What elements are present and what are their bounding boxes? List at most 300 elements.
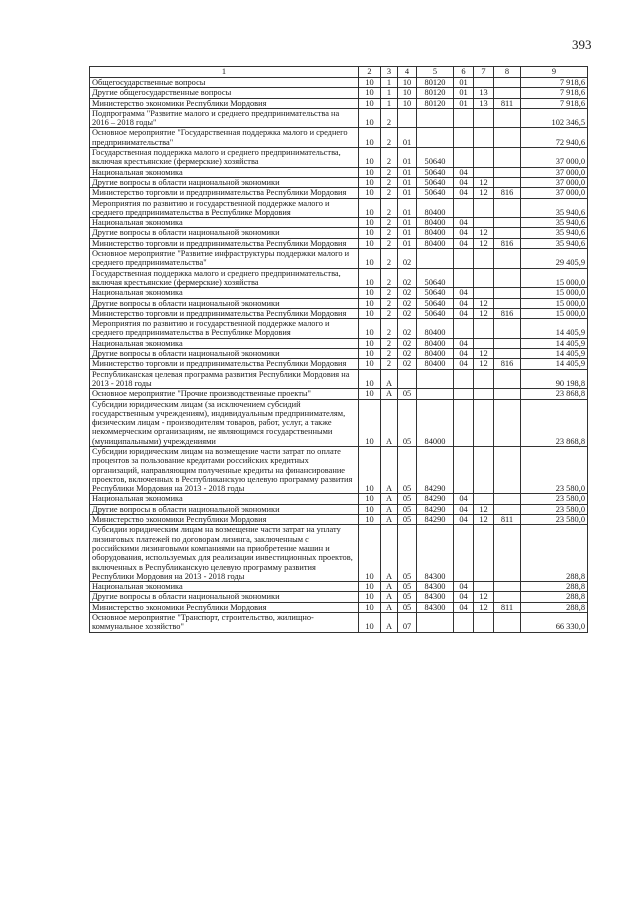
row-code-cell: 01	[398, 128, 417, 148]
table-row	[90, 288, 588, 298]
column-header: 6	[454, 67, 474, 78]
row-sum-cell: 7 918,6	[521, 88, 588, 98]
row-name-cell: Другие вопросы в области национальной экономики	[90, 228, 359, 238]
budget-table	[89, 66, 588, 633]
row-sum-cell: 7 918,6	[521, 98, 588, 108]
row-code-cell: 04	[454, 359, 474, 369]
row-code-cell: 2	[381, 218, 398, 228]
row-sum-cell: 72 940,6	[521, 128, 588, 148]
row-sum-cell: 15 000,0	[521, 298, 588, 308]
row-code-cell: 01	[398, 198, 417, 218]
row-sum-cell: 15 000,0	[521, 268, 588, 288]
row-code-cell	[474, 218, 494, 228]
row-code-cell: 02	[398, 349, 417, 359]
row-code-cell: 2	[381, 228, 398, 238]
row-sum-cell: 37 000,0	[521, 148, 588, 168]
row-code-cell	[417, 389, 454, 399]
row-code-cell: А	[381, 389, 398, 399]
table-row	[90, 359, 588, 369]
row-code-cell: А	[381, 592, 398, 602]
row-name-cell: Другие вопросы в области национальной экономики	[90, 504, 359, 514]
row-code-cell: 816	[494, 238, 521, 248]
table-row	[90, 198, 588, 218]
row-code-cell	[454, 399, 474, 446]
row-name-cell: Основное мероприятие "Транспорт, строительство, жилищно-коммунальное хозяйство"	[90, 613, 359, 633]
table-row	[90, 177, 588, 187]
row-code-cell	[474, 249, 494, 269]
row-code-cell: 10	[359, 613, 381, 633]
row-code-cell: 02	[398, 249, 417, 269]
row-code-cell	[474, 494, 494, 504]
row-code-cell: 10	[359, 238, 381, 248]
table-row	[90, 592, 588, 602]
column-header: 5	[417, 67, 454, 78]
row-code-cell: 13	[474, 88, 494, 98]
row-code-cell: А	[381, 613, 398, 633]
row-code-cell	[494, 525, 521, 582]
table-row	[90, 389, 588, 399]
row-sum-cell: 35 940,6	[521, 218, 588, 228]
row-code-cell: 10	[359, 399, 381, 446]
row-code-cell	[494, 268, 521, 288]
row-code-cell: 84290	[417, 446, 454, 493]
row-code-cell: 10	[359, 298, 381, 308]
row-code-cell: 07	[398, 613, 417, 633]
row-code-cell: 05	[398, 389, 417, 399]
row-code-cell: 04	[454, 349, 474, 359]
row-name-cell: Субсидии юридическим лицам на возмещение части затрат по оплате процентов за пользование кредитами российских кредитных организаций, направляющим полученные кредиты на финансирование проектов, включенных в Республиканскую целевую программу развития Республики Мордовия на 2013 - 2018 годы	[90, 446, 359, 493]
row-code-cell: 50640	[417, 268, 454, 288]
row-code-cell	[494, 504, 521, 514]
row-code-cell: 2	[381, 128, 398, 148]
row-sum-cell: 288,8	[521, 602, 588, 612]
table-row	[90, 148, 588, 168]
row-code-cell: 2	[381, 349, 398, 359]
row-sum-cell: 14 405,9	[521, 319, 588, 339]
row-code-cell	[494, 338, 521, 348]
row-name-cell: Министерство торговли и предпринимательства Республики Мордовия	[90, 238, 359, 248]
row-code-cell: 2	[381, 288, 398, 298]
row-code-cell: 01	[398, 218, 417, 228]
table-row	[90, 218, 588, 228]
row-code-cell: 01	[454, 98, 474, 108]
row-name-cell: Национальная экономика	[90, 582, 359, 592]
row-code-cell	[474, 108, 494, 128]
row-code-cell: 10	[359, 515, 381, 525]
row-code-cell: 2	[381, 177, 398, 187]
row-code-cell: 05	[398, 494, 417, 504]
row-code-cell: 10	[359, 108, 381, 128]
row-code-cell: 2	[381, 238, 398, 248]
table-row	[90, 369, 588, 389]
row-code-cell: 10	[359, 369, 381, 389]
row-sum-cell: 66 330,0	[521, 613, 588, 633]
row-code-cell: 12	[474, 308, 494, 318]
row-sum-cell: 7 918,6	[521, 78, 588, 88]
row-sum-cell: 288,8	[521, 525, 588, 582]
row-code-cell: 80400	[417, 198, 454, 218]
row-code-cell: 02	[398, 308, 417, 318]
row-code-cell	[417, 369, 454, 389]
row-code-cell: А	[381, 369, 398, 389]
row-code-cell	[474, 399, 494, 446]
row-code-cell: 10	[359, 167, 381, 177]
row-code-cell: 04	[454, 504, 474, 514]
row-code-cell: 13	[474, 98, 494, 108]
table-row	[90, 515, 588, 525]
table-row	[90, 98, 588, 108]
row-code-cell	[494, 148, 521, 168]
row-code-cell	[417, 108, 454, 128]
row-code-cell	[417, 249, 454, 269]
row-code-cell: 811	[494, 98, 521, 108]
row-code-cell: 10	[359, 319, 381, 339]
table-row	[90, 228, 588, 238]
row-code-cell: 10	[359, 389, 381, 399]
row-code-cell: 02	[398, 288, 417, 298]
row-code-cell: 50640	[417, 167, 454, 177]
row-code-cell: 04	[454, 494, 474, 504]
row-code-cell: А	[381, 494, 398, 504]
row-code-cell	[494, 369, 521, 389]
row-code-cell: 10	[359, 198, 381, 218]
row-name-cell: Основное мероприятие "Государственная поддержка малого и среднего предпринимательства"	[90, 128, 359, 148]
row-code-cell	[454, 446, 474, 493]
table-row	[90, 78, 588, 88]
row-code-cell: 10	[359, 446, 381, 493]
row-code-cell: 01	[454, 78, 474, 88]
row-code-cell: 84290	[417, 494, 454, 504]
row-code-cell: 80120	[417, 88, 454, 98]
row-code-cell: 02	[398, 338, 417, 348]
table-row	[90, 188, 588, 198]
row-code-cell: 02	[398, 298, 417, 308]
row-code-cell: 50640	[417, 288, 454, 298]
row-code-cell: 10	[359, 582, 381, 592]
table-row	[90, 525, 588, 582]
row-code-cell: 10	[359, 308, 381, 318]
row-code-cell: 04	[454, 592, 474, 602]
row-name-cell: Подпрограмма "Развитие малого и среднего предпринимательства на 2016 – 2018 годы"	[90, 108, 359, 128]
row-code-cell: 04	[454, 228, 474, 238]
row-code-cell: А	[381, 446, 398, 493]
table-row	[90, 167, 588, 177]
row-code-cell	[454, 369, 474, 389]
table-row	[90, 613, 588, 633]
row-sum-cell: 14 405,9	[521, 359, 588, 369]
row-code-cell	[474, 582, 494, 592]
row-sum-cell: 37 000,0	[521, 188, 588, 198]
row-code-cell: 2	[381, 359, 398, 369]
row-name-cell: Мероприятия по развитию и государственной поддержке малого и среднего предпринимательства в Республике Мордовия	[90, 198, 359, 218]
row-code-cell: 816	[494, 308, 521, 318]
row-code-cell: 816	[494, 188, 521, 198]
row-name-cell: Государственная поддержка малого и среднего предпринимательства, включая крестьянские (фермерские) хозяйства	[90, 268, 359, 288]
row-name-cell: Национальная экономика	[90, 288, 359, 298]
row-code-cell: 05	[398, 446, 417, 493]
row-code-cell	[494, 249, 521, 269]
row-code-cell: 2	[381, 308, 398, 318]
row-code-cell: 10	[398, 98, 417, 108]
row-code-cell	[494, 399, 521, 446]
row-code-cell	[474, 389, 494, 399]
table-row	[90, 308, 588, 318]
row-name-cell: Субсидии юридическим лицам на возмещение части затрат на уплату лизинговых платежей по договорам лизинга, заключенным с российскими лизинговыми компаниями на приобретение машин и оборудования, используемых для реализации инвестиционных проектов, включенных в Республиканскую целевую программу развития Республики Мордовия на 2013 - 2018 годы	[90, 525, 359, 582]
row-code-cell	[494, 78, 521, 88]
row-code-cell	[474, 148, 494, 168]
row-code-cell: 84000	[417, 399, 454, 446]
row-code-cell: 10	[359, 148, 381, 168]
row-code-cell: 50640	[417, 298, 454, 308]
row-code-cell: 10	[359, 494, 381, 504]
row-code-cell: 84300	[417, 525, 454, 582]
row-code-cell: 04	[454, 167, 474, 177]
row-sum-cell: 29 405,9	[521, 249, 588, 269]
row-code-cell: 84300	[417, 592, 454, 602]
row-code-cell	[474, 525, 494, 582]
row-code-cell	[494, 198, 521, 218]
row-code-cell: 10	[359, 249, 381, 269]
row-code-cell	[398, 108, 417, 128]
row-code-cell: 10	[398, 88, 417, 98]
row-code-cell: 12	[474, 188, 494, 198]
row-code-cell: А	[381, 525, 398, 582]
row-code-cell: 10	[359, 188, 381, 198]
row-code-cell: 811	[494, 602, 521, 612]
row-sum-cell: 288,8	[521, 582, 588, 592]
table-row	[90, 582, 588, 592]
row-code-cell	[454, 268, 474, 288]
row-sum-cell: 23 868,8	[521, 389, 588, 399]
row-code-cell: 04	[454, 177, 474, 187]
row-code-cell: 10	[359, 218, 381, 228]
row-code-cell: А	[381, 602, 398, 612]
row-code-cell: 2	[381, 108, 398, 128]
row-code-cell	[474, 319, 494, 339]
row-code-cell: 12	[474, 504, 494, 514]
row-code-cell: 05	[398, 582, 417, 592]
row-name-cell: Национальная экономика	[90, 167, 359, 177]
column-header: 3	[381, 67, 398, 78]
row-sum-cell: 23 580,0	[521, 446, 588, 493]
row-sum-cell: 35 940,6	[521, 228, 588, 238]
row-code-cell: 10	[359, 592, 381, 602]
row-name-cell: Министерство экономики Республики Мордовия	[90, 98, 359, 108]
row-name-cell: Основное мероприятие "Прочие производственные проекты"	[90, 389, 359, 399]
row-code-cell: 2	[381, 319, 398, 339]
row-name-cell: Другие вопросы в области национальной экономики	[90, 592, 359, 602]
row-sum-cell: 35 940,6	[521, 198, 588, 218]
row-code-cell: А	[381, 399, 398, 446]
row-code-cell: 2	[381, 298, 398, 308]
row-code-cell	[494, 128, 521, 148]
row-code-cell: 02	[398, 268, 417, 288]
row-code-cell	[454, 389, 474, 399]
row-sum-cell: 37 000,0	[521, 177, 588, 187]
row-code-cell: 10	[359, 228, 381, 238]
row-code-cell	[494, 582, 521, 592]
row-code-cell: 80400	[417, 238, 454, 248]
row-code-cell: 12	[474, 238, 494, 248]
row-sum-cell: 15 000,0	[521, 308, 588, 318]
column-header: 4	[398, 67, 417, 78]
row-code-cell: 12	[474, 228, 494, 238]
row-sum-cell: 35 940,6	[521, 238, 588, 248]
row-code-cell	[494, 319, 521, 339]
row-code-cell	[474, 167, 494, 177]
row-code-cell: 04	[454, 238, 474, 248]
row-code-cell: 01	[398, 148, 417, 168]
table-row	[90, 349, 588, 359]
row-code-cell: 01	[398, 167, 417, 177]
row-code-cell: 01	[398, 238, 417, 248]
table-row	[90, 128, 588, 148]
row-code-cell: 12	[474, 298, 494, 308]
column-header: 8	[494, 67, 521, 78]
row-code-cell	[494, 298, 521, 308]
column-header: 2	[359, 67, 381, 78]
row-code-cell	[454, 148, 474, 168]
row-code-cell	[494, 446, 521, 493]
row-code-cell: 50640	[417, 148, 454, 168]
row-code-cell: 12	[474, 592, 494, 602]
table-row	[90, 338, 588, 348]
row-code-cell: 05	[398, 592, 417, 602]
table-row	[90, 108, 588, 128]
row-code-cell: 80120	[417, 98, 454, 108]
row-code-cell: 2	[381, 338, 398, 348]
row-code-cell	[494, 592, 521, 602]
row-code-cell: 10	[359, 177, 381, 187]
row-code-cell	[494, 167, 521, 177]
row-code-cell	[474, 78, 494, 88]
row-name-cell: Министерство торговли и предпринимательства Республики Мордовия	[90, 308, 359, 318]
row-name-cell: Другие общегосударственные вопросы	[90, 88, 359, 98]
row-sum-cell: 23 580,0	[521, 515, 588, 525]
row-code-cell	[454, 128, 474, 148]
row-name-cell: Министерство торговли и предпринимательства Республики Мордовия	[90, 188, 359, 198]
row-code-cell: 50640	[417, 177, 454, 187]
row-name-cell: Министерство экономики Республики Мордовия	[90, 515, 359, 525]
row-code-cell: 10	[359, 128, 381, 148]
row-code-cell	[494, 218, 521, 228]
row-code-cell: 80400	[417, 218, 454, 228]
row-code-cell: 02	[398, 319, 417, 339]
row-code-cell: 04	[454, 338, 474, 348]
row-code-cell	[454, 198, 474, 218]
table-header-row	[90, 67, 588, 78]
row-code-cell: 05	[398, 504, 417, 514]
table-row	[90, 504, 588, 514]
column-header: 1	[90, 67, 359, 78]
row-code-cell: 10	[359, 349, 381, 359]
table-row	[90, 319, 588, 339]
row-name-cell: Другие вопросы в области национальной экономики	[90, 298, 359, 308]
row-name-cell: Другие вопросы в области национальной экономики	[90, 177, 359, 187]
row-code-cell: 80400	[417, 338, 454, 348]
column-header: 7	[474, 67, 494, 78]
row-code-cell: 10	[359, 359, 381, 369]
row-code-cell	[494, 389, 521, 399]
row-code-cell: 80400	[417, 319, 454, 339]
row-code-cell: 04	[454, 218, 474, 228]
row-code-cell: 05	[398, 602, 417, 612]
row-code-cell: 10	[359, 288, 381, 298]
row-name-cell: Государственная поддержка малого и среднего предпринимательства, включая крестьянские (фермерские) хозяйства	[90, 148, 359, 168]
row-code-cell: 10	[359, 525, 381, 582]
row-sum-cell: 14 405,9	[521, 349, 588, 359]
row-name-cell: Министерство экономики Республики Мордовия	[90, 602, 359, 612]
row-code-cell	[417, 613, 454, 633]
row-code-cell: 1	[381, 78, 398, 88]
table-row	[90, 494, 588, 504]
row-code-cell: 2	[381, 148, 398, 168]
row-code-cell: 10	[359, 78, 381, 88]
table-row	[90, 298, 588, 308]
row-name-cell: Субсидии юридическим лицам (за исключением субсидий государственным учреждениям), индивидуальным предпринимателям, физическим лицам - производителям товаров, работ, услуг, а также некоммерческим организациям, не являющимся государственными (муниципальными) учреждениями	[90, 399, 359, 446]
row-code-cell: 2	[381, 167, 398, 177]
row-code-cell: А	[381, 504, 398, 514]
row-code-cell	[474, 338, 494, 348]
row-sum-cell: 15 000,0	[521, 288, 588, 298]
row-code-cell: 12	[474, 359, 494, 369]
row-code-cell: 811	[494, 515, 521, 525]
row-code-cell: 84290	[417, 504, 454, 514]
row-code-cell: 01	[398, 228, 417, 238]
row-code-cell: А	[381, 582, 398, 592]
row-code-cell	[454, 249, 474, 269]
table-body	[90, 78, 588, 633]
row-name-cell: Министерство торговли и предпринимательства Республики Мордовия	[90, 359, 359, 369]
table-row	[90, 238, 588, 248]
table-row	[90, 268, 588, 288]
row-code-cell: 10	[359, 88, 381, 98]
row-code-cell: 80400	[417, 228, 454, 238]
row-code-cell	[474, 369, 494, 389]
row-code-cell: 84300	[417, 602, 454, 612]
row-code-cell: 04	[454, 582, 474, 592]
row-code-cell: 05	[398, 399, 417, 446]
row-code-cell: 12	[474, 349, 494, 359]
row-name-cell: Республиканская целевая программа развития Республики Мордовия на 2013 - 2018 годы	[90, 369, 359, 389]
row-name-cell: Общегосударственные вопросы	[90, 78, 359, 88]
row-code-cell: 10	[359, 338, 381, 348]
row-code-cell	[474, 268, 494, 288]
row-code-cell: 12	[474, 602, 494, 612]
row-code-cell: 04	[454, 602, 474, 612]
row-name-cell: Национальная экономика	[90, 338, 359, 348]
row-code-cell: 2	[381, 249, 398, 269]
row-code-cell	[494, 349, 521, 359]
row-code-cell: А	[381, 515, 398, 525]
row-sum-cell: 288,8	[521, 592, 588, 602]
row-code-cell	[494, 613, 521, 633]
row-code-cell: 1	[381, 88, 398, 98]
row-code-cell: 04	[454, 308, 474, 318]
table-row	[90, 249, 588, 269]
row-code-cell	[494, 494, 521, 504]
row-code-cell: 2	[381, 188, 398, 198]
row-code-cell: 01	[454, 88, 474, 98]
row-code-cell: 01	[398, 188, 417, 198]
row-code-cell	[474, 128, 494, 148]
row-code-cell: 84300	[417, 582, 454, 592]
row-code-cell	[494, 108, 521, 128]
page-number: 393	[572, 37, 592, 52]
table-row	[90, 399, 588, 446]
row-code-cell: 1	[381, 98, 398, 108]
row-code-cell: 05	[398, 515, 417, 525]
